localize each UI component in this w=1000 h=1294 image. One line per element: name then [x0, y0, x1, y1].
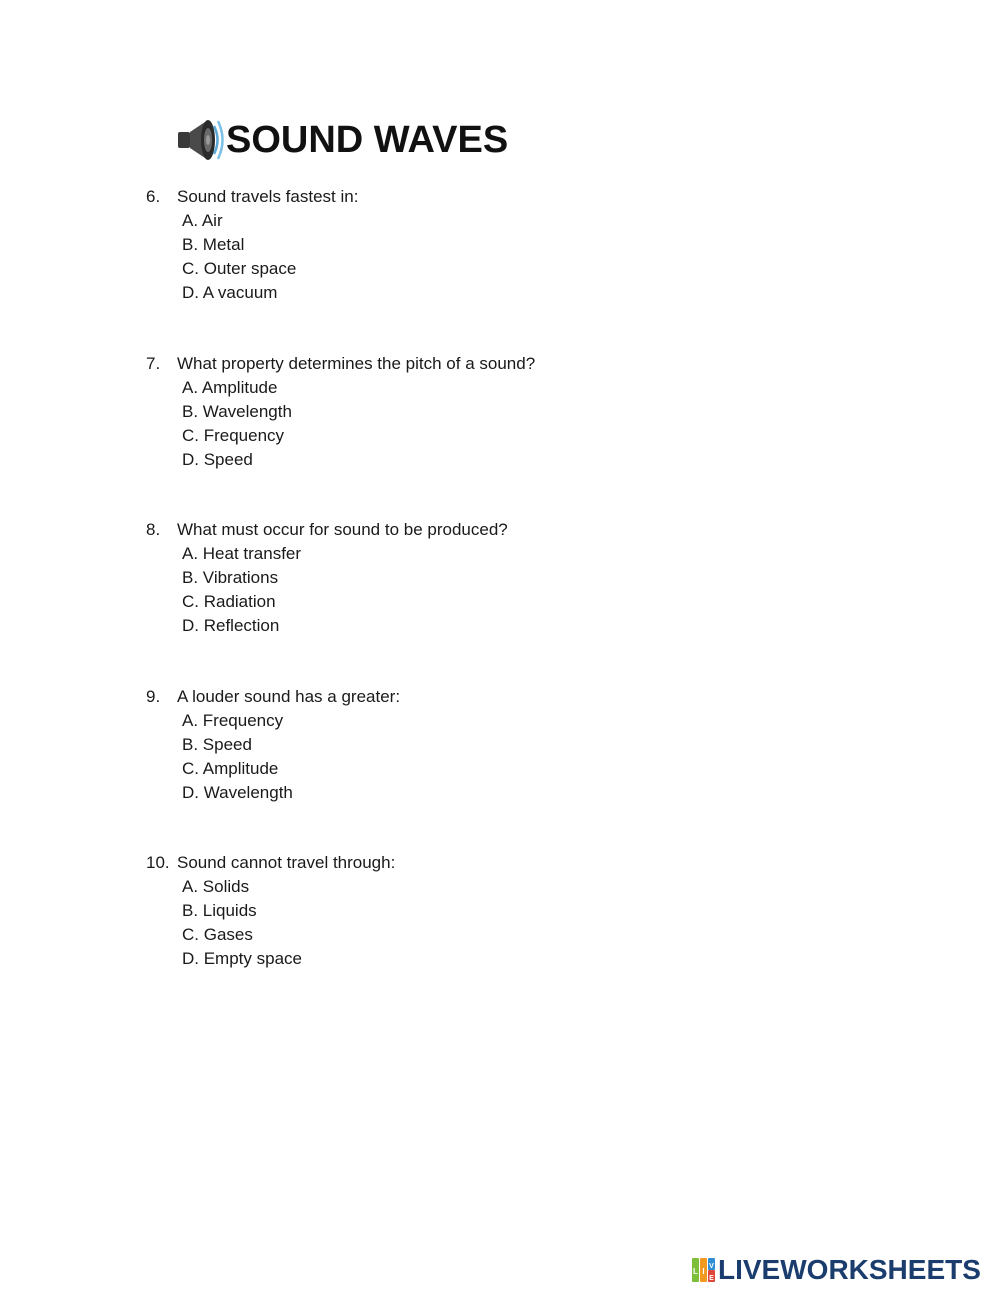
question-stem — [146, 851, 846, 875]
liveworksheets-logo[interactable] — [692, 1254, 981, 1286]
logo-text: LIVEWORKSHEETS — [718, 1254, 981, 1285]
option-c[interactable]: C. Radiation — [182, 592, 276, 611]
option-c[interactable]: C. Gases — [182, 925, 253, 944]
question-text: A louder sound has a greater: — [177, 686, 401, 706]
option-d[interactable]: D. Empty space — [182, 949, 302, 968]
option-b[interactable]: B. Vibrations — [182, 568, 279, 587]
question-10 — [146, 851, 846, 1018]
option-list — [146, 376, 846, 472]
question-text: Sound travels fastest in: — [177, 187, 359, 206]
option-list — [146, 542, 846, 638]
title-text: SOUND WAVES — [226, 119, 509, 161]
question-text: What must occur for sound to be produced? — [177, 520, 508, 539]
svg-text:E: E — [709, 1275, 714, 1282]
question-6 — [146, 185, 846, 352]
question-stem — [146, 518, 846, 542]
question-text: Sound cannot travel through: — [177, 853, 396, 872]
option-a[interactable]: A. Frequency — [182, 710, 284, 730]
question-stem — [146, 185, 846, 209]
option-a[interactable]: A. Heat transfer — [182, 544, 302, 563]
svg-text:I: I — [702, 1267, 705, 1276]
option-a[interactable]: A. Amplitude — [182, 377, 278, 397]
option-c[interactable]: C. Amplitude — [182, 758, 279, 778]
question-number: 10. — [146, 853, 170, 872]
option-a[interactable]: A. Air — [182, 211, 223, 230]
page-title — [174, 114, 508, 166]
option-d[interactable]: D. Speed — [182, 449, 253, 469]
option-c[interactable]: C. Outer space — [182, 259, 297, 278]
question-stem — [146, 352, 846, 376]
question-number: 9. — [146, 686, 161, 706]
option-a[interactable]: A. Solids — [182, 877, 250, 896]
svg-text:L: L — [693, 1267, 698, 1276]
option-d[interactable]: D. Reflection — [182, 616, 280, 635]
option-list — [146, 875, 846, 971]
option-b[interactable]: B. Metal — [182, 235, 245, 254]
option-d[interactable]: D. Wavelength — [182, 782, 293, 802]
option-b[interactable]: B. Liquids — [182, 901, 257, 920]
option-d[interactable]: D. A vacuum — [182, 283, 278, 302]
question-7 — [146, 352, 846, 519]
question-stem — [146, 685, 846, 709]
question-number: 7. — [146, 353, 161, 373]
question-text: What property determines the pitch of a sound? — [177, 353, 536, 373]
question-8 — [146, 518, 846, 685]
option-c[interactable]: C. Frequency — [182, 425, 285, 445]
speaker-icon — [174, 116, 226, 164]
question-9 — [146, 685, 846, 852]
option-b[interactable]: B. Wavelength — [182, 401, 292, 421]
option-list — [146, 209, 846, 305]
question-number: 8. — [146, 520, 161, 539]
option-b[interactable]: B. Speed — [182, 734, 252, 754]
option-list — [146, 709, 846, 805]
question-list — [146, 185, 846, 1018]
question-number: 6. — [146, 187, 161, 206]
svg-text:V: V — [709, 1263, 714, 1270]
liveworksheets-logo-icon — [692, 1257, 716, 1283]
